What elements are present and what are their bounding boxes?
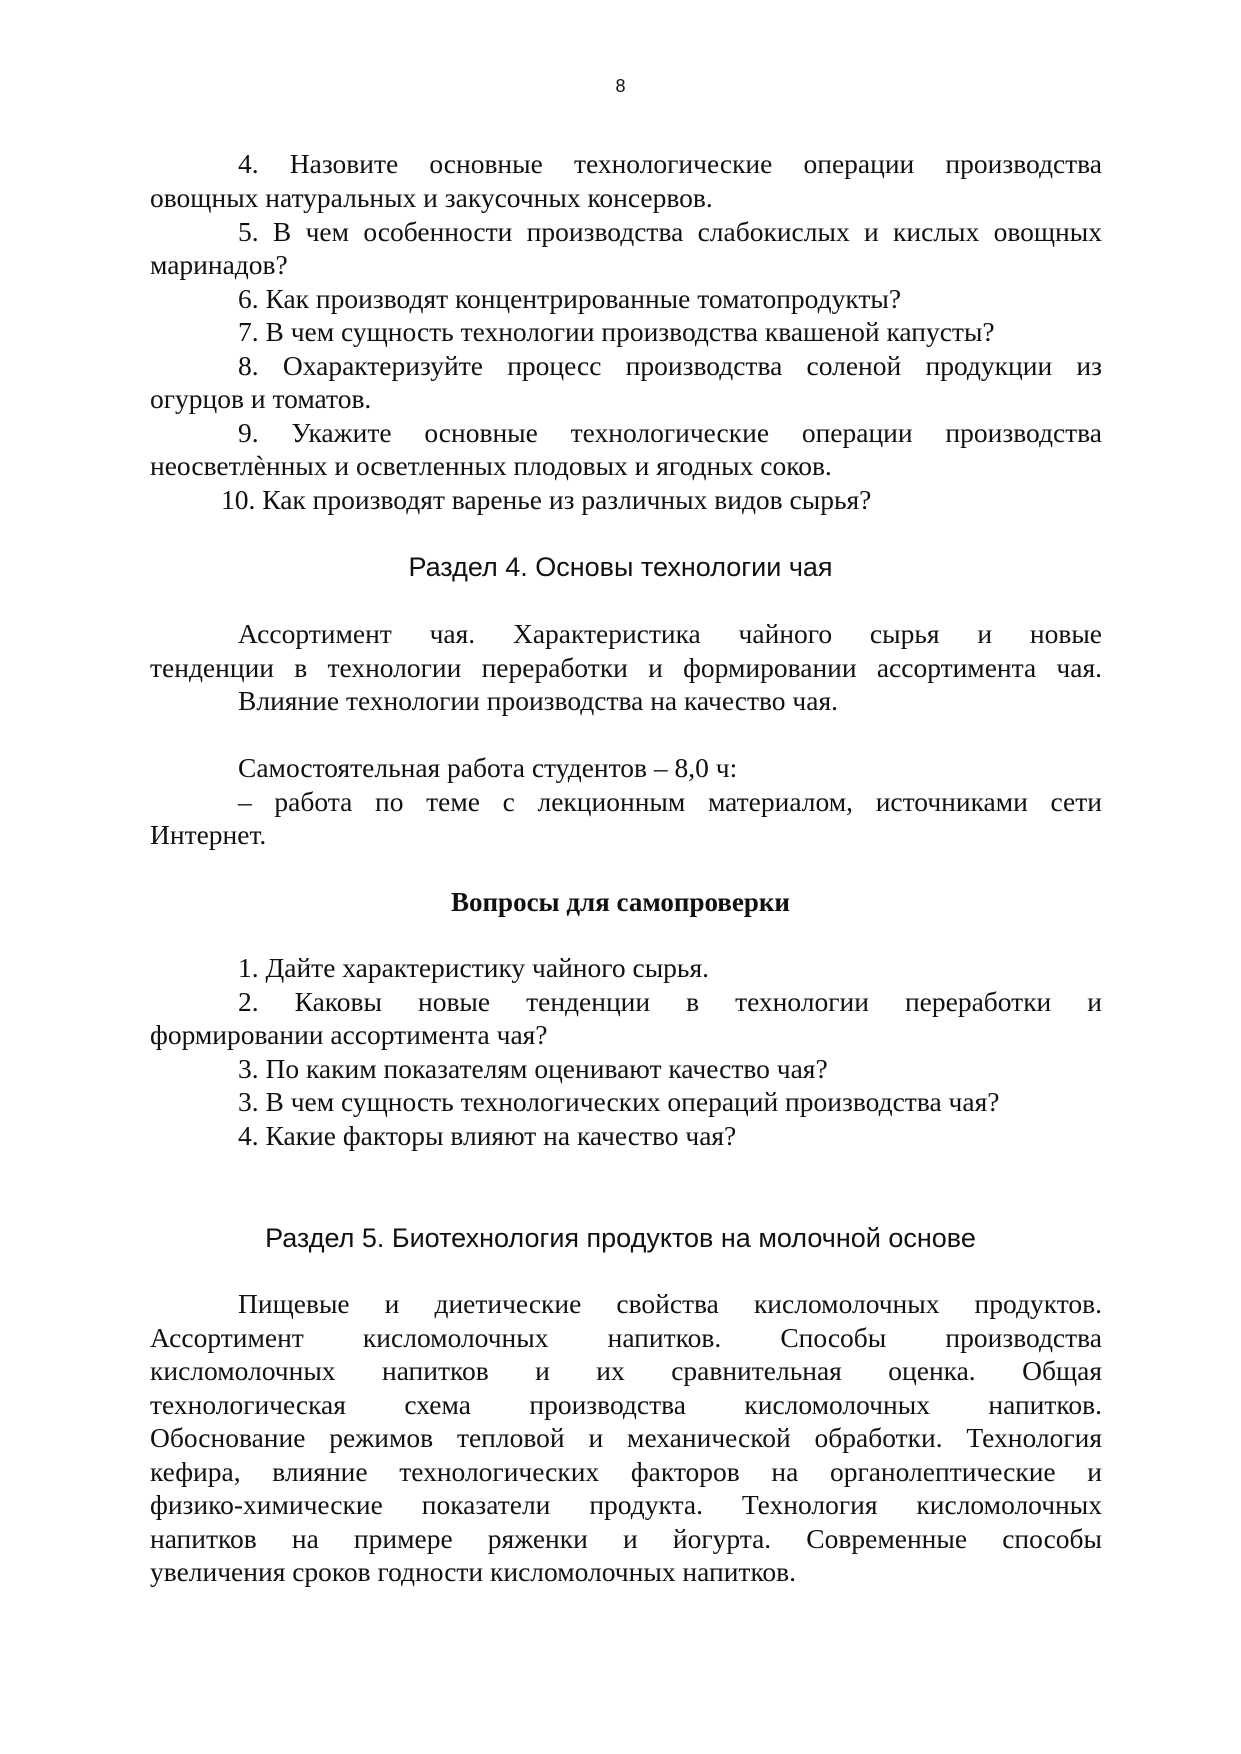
section-5-content-line: кисломолочных напитков и их сравнительная оценка. Общая	[150, 1355, 1102, 1386]
section-5-content-line: кефира, влияние технологических факторов на органолептические и	[150, 1456, 1102, 1487]
self-check-question: 4. Какие факторы влияют на качество чая?	[238, 1120, 737, 1151]
section-4-content-line: Влияние технологии производства на качество чая.	[238, 685, 838, 716]
section-4-content-line: Ассортимент чая. Характеристика чайного сырья и новые	[238, 618, 1102, 649]
self-check-question: 1. Дайте характеристику чайного сырья.	[238, 952, 709, 983]
section-5-content-line: увеличения сроков годности кисломолочных напитков.	[150, 1556, 797, 1587]
section-5-content-line: Обоснование режимов тепловой и механической обработки. Технология	[150, 1422, 1102, 1453]
section-5-content-line: напитков на примере ряженки и йогурта. Современные способы	[150, 1523, 1102, 1554]
self-work-line: Самостоятельная работа студентов – 8,0 ч:	[238, 752, 738, 783]
question-line: 7. В чем сущность технологии производства квашеной капусты?	[238, 316, 995, 347]
section-5-content-line: технологическая схема производства кисломолочных напитков.	[150, 1389, 1102, 1420]
question-line: 10. Как производят варенье из различных видов сырья?	[221, 484, 872, 515]
question-line: 8. Охарактеризуйте процесс производства соленой продукции из	[238, 350, 1102, 381]
self-check-question: 3. В чем сущность технологических операций производства чая?	[238, 1086, 1000, 1117]
section-5-content-line: Пищевые и диетические свойства кисломолочных продуктов.	[238, 1288, 1102, 1319]
question-line: 6. Как производят концентрированные томатопродукты?	[238, 283, 902, 314]
self-check-question: 3. По каким показателям оценивают качество чая?	[238, 1053, 828, 1084]
question-line: огурцов и томатов.	[150, 383, 372, 414]
section-4-content-line: тенденции в технологии переработки и формировании ассортимента чая.	[150, 652, 1102, 683]
self-check-question: 2. Каковы новые тенденции в технологии переработки и	[238, 986, 1102, 1017]
section-5-content-line: физико-химические показатели продукта. Технология кисломолочных	[150, 1489, 1102, 1520]
question-line: 5. В чем особенности производства слабокислых и кислых овощных	[238, 216, 1102, 247]
question-line: 4. Назовите основные технологические операции производства	[238, 148, 1102, 179]
self-work-line: – работа по теме с лекционным материалом, источниками сети	[238, 786, 1102, 817]
page-number: 8	[615, 76, 626, 96]
section-4-title: Раздел 4. Основы технологии чая	[408, 552, 833, 582]
self-check-question: формировании ассортимента чая?	[150, 1019, 548, 1050]
question-line: овощных натуральных и закусочных консервов.	[150, 182, 713, 213]
question-line: 9. Укажите основные технологические операции производства	[238, 417, 1102, 448]
self-check-questions-title: Вопросы для самопроверки	[450, 887, 790, 917]
section-5-content-line: Ассортимент кисломолочных напитков. Способы производства	[150, 1322, 1102, 1353]
question-line: неосветлѐнных и осветленных плодовых и ягодных соков.	[150, 450, 832, 481]
question-line: маринадов?	[150, 249, 288, 280]
section-5-title: Раздел 5. Биотехнология продуктов на молочной основе	[265, 1223, 976, 1253]
self-work-line: Интернет.	[150, 819, 267, 850]
